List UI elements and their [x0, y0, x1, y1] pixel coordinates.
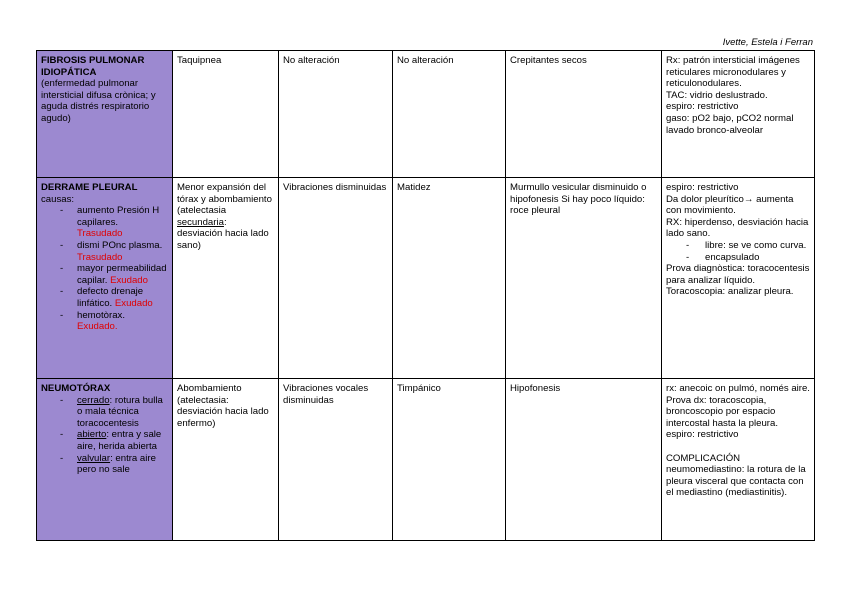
cell-palpation: Vibraciones disminuidas [279, 178, 393, 379]
list-item: - abierto: entra y sale aire, herida abierta [41, 429, 168, 452]
cell-palpation: No alteración [279, 51, 393, 178]
test-line: espiro: restrictivo [666, 182, 739, 193]
test-line: espiro: restrictivo [666, 429, 739, 441]
cell-inspection: Abombamiento (atelectasia: desviación hacia lado enfermo) [173, 379, 279, 541]
list-item: - cerrado: rotura bulla o mala técnica toracocentesis [41, 395, 168, 430]
clinical-table [36, 50, 815, 541]
list-item: - dismi POnc plasma. Trasudado [41, 240, 168, 263]
row-title: DERRAME PLEURAL [41, 182, 138, 193]
test-line: Da dolor pleurítico→ aumenta con movimiento. [666, 193, 794, 217]
test-line: TAC: vidrio deslustrado. [666, 89, 768, 101]
test-line: lavado bronco-alveolar [666, 124, 764, 136]
list-item: - libre: se ve como curva. [666, 240, 810, 252]
list-item: - defecto drenaje linfático. Exudado [41, 286, 168, 309]
causes-list [41, 205, 168, 333]
rx-list [666, 240, 810, 263]
types-list [41, 395, 168, 476]
cell-percussion: Timpánico [393, 379, 506, 541]
cell-auscultation: Crepitantes secos [506, 51, 662, 178]
list-item: - mayor permeabilidad capilar. Exudado [41, 263, 168, 286]
test-line: Rx: patrón intersticial imágenes reticulares micronodulares y reticulonodulares. [666, 55, 800, 90]
cell-inspection: Taquipnea [173, 51, 279, 178]
row-description: (enfermedad pulmonar intersticial difusa crònica; y aguda distrés respiratorio agudo) [41, 78, 156, 124]
cell-percussion: Matidez [393, 178, 506, 379]
row-title: NEUMOTÓRAX [41, 383, 111, 394]
cause-type: Trasudado [77, 228, 123, 240]
causes-label: causas: [41, 193, 75, 205]
cell-auscultation: Hipofonesis [506, 379, 662, 541]
table-row [37, 178, 815, 379]
test-line: Prova dx: toracoscopia, broncoscopio por espacio intercostal hasta la pleura. [666, 394, 778, 429]
cause-type: Exudado. [77, 321, 118, 333]
row-label-cell [37, 178, 173, 379]
row-label-cell [37, 379, 173, 541]
cause-type: Trasudado [77, 251, 123, 263]
cell-palpation: Vibraciones vocales disminuidas [279, 379, 393, 541]
cell-inspection: Menor expansión del tórax y abombamiento (atelectasia secundaria: desviación hacia lado sano) [173, 178, 279, 379]
test-line: espiro: restrictivo [666, 101, 739, 113]
table-row [37, 51, 815, 178]
list-item: - hemotòrax. Exudado. [41, 310, 168, 333]
test-line: COMPLICACIÓN [666, 452, 741, 464]
cell-auscultation: Murmullo vesicular disminuido o hipofonesis Si hay poco líquido: roce pleural [506, 178, 662, 379]
test-line: RX: hiperdenso, desviación hacia lado sano. [666, 216, 809, 240]
spacer [666, 441, 810, 453]
test-line: gaso: pO2 bajo, pCO2 normal [666, 112, 794, 124]
test-line: rx: anecoic on pulmó, només aire. [666, 383, 810, 394]
cell-percussion: No alteración [393, 51, 506, 178]
cell-tests [662, 379, 815, 541]
list-item: - aumento Presión H capilares. Trasudado [41, 205, 168, 240]
row-title: FIBROSIS PULMONAR IDIOPÁTICA [41, 55, 145, 78]
cell-tests [662, 178, 815, 379]
list-item: - encapsulado [666, 252, 810, 264]
row-label-cell [37, 51, 173, 178]
cause-type: Exudado [110, 274, 148, 286]
cell-tests [662, 51, 815, 178]
cause-type: Exudado [114, 297, 153, 309]
author-name: Ivette, Estela i Ferran [722, 37, 813, 48]
test-line: Prova diagnòstica: toracocentesis para analizar líquido. Toracoscopia: analizar pleura. [666, 263, 810, 298]
list-item: - valvular: entra aire pero no sale [41, 453, 168, 476]
table-row [37, 379, 815, 541]
test-line: neumomediastino: la rotura de la pleura visceral que contacta con el mediastino (mediastinitis). [666, 464, 806, 499]
